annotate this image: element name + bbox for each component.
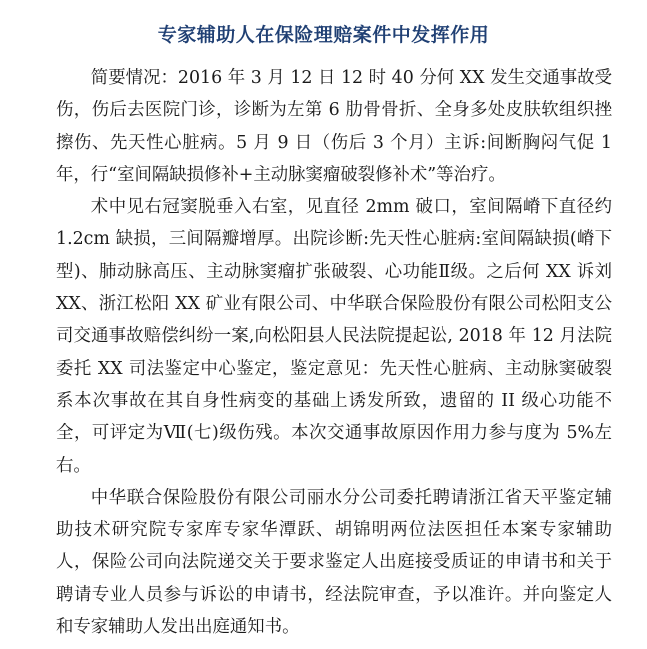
paragraph-expert-assistant: 中华联合保险股份有限公司丽水分公司委托聘请浙江省天平鉴定辅助技术研究院专家库专家华潭跃、胡锦明两位法医担任本案专家辅助人，保险公司向法院递交关于要求鉴定人出庭接受质证的申请书和关于聘请专业人员参与诉讼的申请书，经法院审查，予以准许。并向鉴定人和专家辅助人发出出庭通知书。 [56,487,612,638]
paragraph-case-summary: 简要情况：2016 年 3 月 12 日 12 时 40 分何 XX 发生交通事故受伤，伤后去医院门诊，诊断为左第 6 肋骨骨折、全身多处皮肤软组织挫擦伤、先天性心脏病。5 月 9 日（伤后 3 个月）主诉:间断胸闷气促 1 年，行“室间隔缺损修补+主动脉窦瘤破裂修补术”等治疗。 [56,68,612,185]
document-body [56,62,612,643]
document-title: 专家辅助人在保险理赔案件中发挥作用 [157,24,490,46]
paragraph-surgery-and-appraisal: 术中见右冠窦脱垂入右室，见直径 2mm 破口，室间隔嵴下直径约 1.2cm 缺损，三间隔瓣增厚。出院诊断:先天性心脏病:室间隔缺损(嵴下型)、肺动脉高压、主动脉窦瘤扩张破裂、心功能Ⅱ级。之后何 XX 诉刘 XX、浙江松阳 XX 矿业有限公司、中华联合保险股份有限公司松阳支公司交通事故赔偿纠纷一案,向松阳县人民法院提起讼, 2018 年 12 月法院委托 XX 司法鉴定中心鉴定，鉴定意见：先天性心脏病、主动脉窦破裂系本次事故在其自身性病变的基础上诱发所致，遗留的 II 级心功能不全，可评定为Ⅶ(七)级伤残。本次交通事故原因作用力参与度为 5%左右。 [56,197,612,476]
